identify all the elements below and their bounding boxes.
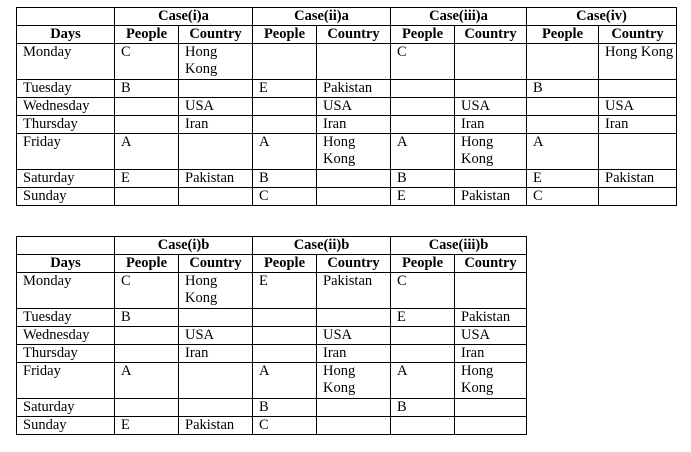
people-cell	[115, 98, 179, 116]
country-cell	[317, 44, 391, 80]
corner-cell	[17, 8, 115, 26]
country-cell	[179, 80, 253, 98]
people-cell: A	[391, 134, 455, 170]
case-header: Case(iv)	[527, 8, 677, 26]
country-cell: Hong Kong	[317, 363, 391, 399]
people-cell	[527, 98, 599, 116]
people-header: People	[253, 255, 317, 273]
people-cell	[391, 98, 455, 116]
case-header: Case(iii)a	[391, 8, 527, 26]
table-row	[17, 134, 677, 170]
table-row	[17, 327, 527, 345]
country-cell	[455, 170, 527, 188]
people-cell: E	[391, 188, 455, 206]
country-cell	[599, 188, 677, 206]
day-cell: Friday	[17, 134, 115, 170]
table-row	[17, 417, 527, 435]
people-cell	[115, 327, 179, 345]
table-row	[17, 309, 527, 327]
table-row	[17, 80, 677, 98]
country-cell: USA	[599, 98, 677, 116]
case-header: Case(ii)b	[253, 237, 391, 255]
table-row	[17, 399, 527, 417]
people-cell: B	[391, 399, 455, 417]
case-header: Case(ii)a	[253, 8, 391, 26]
day-cell: Sunday	[17, 417, 115, 435]
people-header: People	[115, 26, 179, 44]
country-cell: Hong Kong	[455, 363, 527, 399]
country-cell	[317, 417, 391, 435]
people-header: People	[391, 26, 455, 44]
table-row	[17, 273, 527, 309]
country-cell	[317, 188, 391, 206]
country-header: Country	[455, 255, 527, 273]
people-cell: C	[391, 273, 455, 309]
table-row	[17, 98, 677, 116]
schedule-table-a	[16, 7, 677, 206]
country-cell	[455, 273, 527, 309]
people-cell: E	[391, 309, 455, 327]
country-cell: Pakistan	[455, 188, 527, 206]
country-cell	[179, 134, 253, 170]
table-row	[17, 188, 677, 206]
table-b-body	[17, 273, 527, 435]
people-cell	[391, 345, 455, 363]
days-header: Days	[17, 26, 115, 44]
country-header: Country	[317, 255, 391, 273]
people-cell	[253, 345, 317, 363]
country-cell: Pakistan	[317, 273, 391, 309]
country-cell	[179, 188, 253, 206]
country-cell	[179, 309, 253, 327]
country-cell: Pakistan	[179, 170, 253, 188]
people-cell: A	[115, 134, 179, 170]
table-a-body	[17, 44, 677, 206]
day-cell: Saturday	[17, 399, 115, 417]
people-cell	[527, 44, 599, 80]
country-cell: Pakistan	[455, 309, 527, 327]
day-cell: Thursday	[17, 345, 115, 363]
country-cell: Iran	[455, 116, 527, 134]
country-cell: Hong Kong	[599, 44, 677, 80]
people-cell	[253, 327, 317, 345]
people-cell: C	[115, 273, 179, 309]
table-row	[17, 170, 677, 188]
country-header: Country	[179, 255, 253, 273]
corner-cell	[17, 237, 115, 255]
people-cell	[253, 116, 317, 134]
country-cell: Iran	[455, 345, 527, 363]
country-cell: Pakistan	[599, 170, 677, 188]
country-header: Country	[599, 26, 677, 44]
country-cell: Pakistan	[179, 417, 253, 435]
people-cell: A	[115, 363, 179, 399]
people-cell	[391, 80, 455, 98]
people-cell: C	[253, 417, 317, 435]
people-cell	[115, 345, 179, 363]
people-cell: B	[391, 170, 455, 188]
country-cell: Iran	[317, 116, 391, 134]
country-cell	[317, 170, 391, 188]
people-cell	[115, 116, 179, 134]
people-cell	[391, 116, 455, 134]
case-header: Case(i)b	[115, 237, 253, 255]
country-cell	[599, 134, 677, 170]
people-cell: C	[527, 188, 599, 206]
country-cell: Hong Kong	[317, 134, 391, 170]
country-cell: USA	[179, 327, 253, 345]
schedule-table-b	[16, 236, 527, 435]
people-cell: A	[253, 363, 317, 399]
day-cell: Saturday	[17, 170, 115, 188]
country-cell: Pakistan	[317, 80, 391, 98]
people-cell	[253, 44, 317, 80]
day-cell: Monday	[17, 44, 115, 80]
country-cell	[599, 80, 677, 98]
people-header: People	[391, 255, 455, 273]
people-header: People	[115, 255, 179, 273]
country-cell: Iran	[317, 345, 391, 363]
people-cell: C	[253, 188, 317, 206]
people-cell: B	[253, 170, 317, 188]
table-row	[17, 363, 527, 399]
day-cell: Wednesday	[17, 98, 115, 116]
country-cell: USA	[317, 98, 391, 116]
country-cell	[317, 309, 391, 327]
country-cell	[455, 417, 527, 435]
country-cell: Iran	[179, 116, 253, 134]
people-cell: E	[115, 170, 179, 188]
people-cell: E	[253, 80, 317, 98]
people-cell	[253, 309, 317, 327]
people-cell	[115, 188, 179, 206]
people-cell: C	[391, 44, 455, 80]
people-cell: E	[115, 417, 179, 435]
country-cell: USA	[455, 327, 527, 345]
table-row	[17, 44, 677, 80]
people-header: People	[253, 26, 317, 44]
country-cell: Iran	[599, 116, 677, 134]
days-header: Days	[17, 255, 115, 273]
country-cell	[455, 44, 527, 80]
country-cell: Iran	[179, 345, 253, 363]
people-header: People	[527, 26, 599, 44]
people-cell: E	[527, 170, 599, 188]
day-cell: Monday	[17, 273, 115, 309]
country-cell: USA	[455, 98, 527, 116]
country-cell: Hong Kong	[179, 44, 253, 80]
people-cell: A	[391, 363, 455, 399]
people-cell	[115, 399, 179, 417]
country-header: Country	[317, 26, 391, 44]
table-row	[17, 345, 527, 363]
country-cell	[317, 399, 391, 417]
country-cell	[179, 363, 253, 399]
people-cell: E	[253, 273, 317, 309]
country-cell	[455, 399, 527, 417]
people-cell	[391, 327, 455, 345]
country-cell	[455, 80, 527, 98]
people-cell: B	[253, 399, 317, 417]
people-cell: A	[527, 134, 599, 170]
table-row	[17, 116, 677, 134]
day-cell: Tuesday	[17, 309, 115, 327]
people-cell: B	[527, 80, 599, 98]
case-header: Case(iii)b	[391, 237, 527, 255]
day-cell: Sunday	[17, 188, 115, 206]
country-cell: Hong Kong	[179, 273, 253, 309]
country-cell	[179, 399, 253, 417]
day-cell: Thursday	[17, 116, 115, 134]
people-cell	[253, 98, 317, 116]
country-cell: USA	[317, 327, 391, 345]
people-cell: B	[115, 309, 179, 327]
country-header: Country	[455, 26, 527, 44]
people-cell	[391, 417, 455, 435]
case-header: Case(i)a	[115, 8, 253, 26]
people-cell: B	[115, 80, 179, 98]
people-cell: C	[115, 44, 179, 80]
country-cell: USA	[179, 98, 253, 116]
people-cell	[527, 116, 599, 134]
country-header: Country	[179, 26, 253, 44]
day-cell: Friday	[17, 363, 115, 399]
day-cell: Wednesday	[17, 327, 115, 345]
day-cell: Tuesday	[17, 80, 115, 98]
country-cell: Hong Kong	[455, 134, 527, 170]
people-cell: A	[253, 134, 317, 170]
